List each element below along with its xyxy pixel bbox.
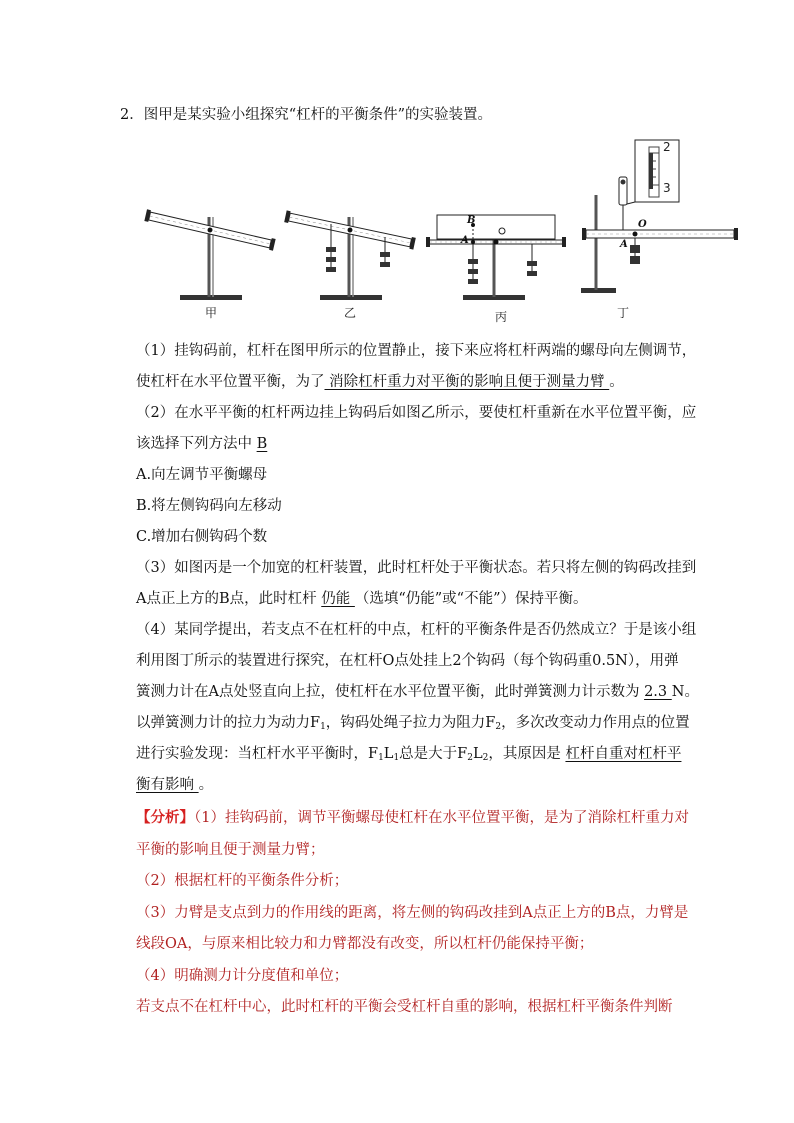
sub-1: 1 [320, 722, 326, 732]
q4-f2-text: ，钩码处绳子拉力为阻力F [325, 715, 496, 731]
setup-yi [284, 210, 416, 300]
q4-l5-b: L [383, 746, 394, 762]
q1-end: 。 [609, 374, 624, 390]
analysis-line5: 线段OA，与原来相比较力和力臂都没有改变，所以杠杆仍能保持平衡； [136, 936, 594, 952]
q4-text: 簧测力计在A点处竖直向上拉，使杠杆在水平位置平衡，此时弹簧测力计示数为 [136, 684, 640, 700]
lever-experiment-figure [130, 135, 740, 335]
q2-text: 该选择下列方法中 [136, 436, 252, 452]
caption-ding: 丁 [617, 306, 630, 320]
q4-answer-reason: 杠杆自重对杠杆平 [565, 746, 682, 762]
q4-line6 [136, 775, 213, 795]
q4-line4 [136, 713, 690, 733]
setup-ding [581, 140, 738, 293]
q1-line1: （1）挂钩码前，杠杆在图甲所示的位置静止，接下来应将杠杆两端的螺母向左侧调节， [136, 343, 697, 359]
q4-l5-d: L [472, 746, 483, 762]
point-b-label: B [467, 215, 476, 226]
sub-2: 2 [467, 753, 473, 763]
analysis-line7: 若支点不在杠杆中心，此时杠杆的平衡会受杠杆自重的影响，根据杠杆平衡条件判断 [136, 999, 673, 1015]
q4-unit: N。 [671, 684, 699, 700]
q4-line4-end: ，多次改变动力作用点的位置 [501, 715, 690, 731]
q4-l5-a: 进行实验发现：当杠杆水平平衡时，F [136, 746, 379, 762]
question-intro: 2．图甲是某实验小组探究“杠杆的平衡条件”的实验装置。 [120, 107, 493, 123]
caption-jia: 甲 [205, 306, 218, 320]
analysis-line2: 平衡的影响且便于测量力臂； [136, 842, 325, 858]
setup-bing [426, 215, 566, 300]
analysis-line6: （4）明确测力计分度值和单位； [136, 968, 349, 984]
q3-line2 [136, 589, 588, 609]
caption-bing: 丙 [495, 310, 508, 324]
q2-line1: （2）在水平平衡的杠杆两边挂上钩码后如图乙所示，要使杠杆重新在水平位置平衡，应 [136, 405, 697, 421]
q4-f1-text: 以弹簧测力计的拉力为动力F [136, 715, 321, 731]
q3-answer: 仍能 [321, 591, 355, 607]
option-c: C.增加右侧钩码个数 [136, 529, 268, 545]
q4-l5-e: ，其原因是 [488, 746, 561, 762]
analysis-1a: （1）挂钩码前，调节平衡螺母使杠杆在水平位置平衡，是为了消除杠杆重力对 [194, 810, 689, 826]
q1-answer: 消除杠杆重力对平衡的影响且便于测量力臂 [324, 374, 610, 390]
q4-line5 [136, 744, 681, 764]
q1-text: 使杠杆在水平位置平衡，为了 [136, 374, 325, 390]
q4-answer-reason-cont: 衡有影响 [136, 777, 199, 793]
q4-end: 。 [198, 777, 214, 793]
sub-1: 1 [378, 753, 384, 763]
option-b: B.将左侧钩码向左移动 [136, 498, 282, 514]
q1-line2 [136, 372, 624, 392]
q3-line1: （3）如图丙是一个加宽的杠杆装置，此时杠杆处于平衡状态。若只将左侧的钩码改挂到 [136, 560, 697, 576]
point-a-label: A [461, 235, 469, 246]
q4-line3 [136, 682, 699, 702]
sub-1: 1 [393, 753, 400, 763]
sub-2: 2 [495, 722, 502, 732]
q2-line2 [136, 434, 267, 454]
q2-answer: B [256, 436, 268, 452]
q4-line1: （4）某同学提出，若支点不在杠杆的中点，杠杆的平衡条件是否仍然成立？于是该小组 [136, 622, 697, 638]
analysis-line1 [136, 808, 689, 828]
analysis-line3: （2）根据杠杆的平衡条件分析； [136, 873, 349, 889]
setup-jia [144, 209, 275, 300]
q3-text: A点正上方的B点，此时杠杆 [136, 591, 317, 607]
scale-label-2: 2 [663, 140, 671, 154]
point-a-label-ding: A [620, 239, 628, 250]
q3-end: （选填“仍能”或“不能”）保持平衡。 [354, 591, 588, 607]
sub-2: 2 [482, 753, 489, 763]
point-o-label: O [638, 219, 647, 230]
q4-l5-c: 总是大于F [399, 746, 468, 762]
option-a: A.向左调节平衡螺母 [136, 467, 268, 483]
q4-line2: 利用图丁所示的装置进行探究，在杠杆O点处挂上2个钩码（每个钩码重0.5N），用弹 [136, 653, 679, 669]
analysis-tag: 【分析】 [136, 809, 194, 826]
analysis-line4: （3）力臂是支点到力的作用线的距离，将左侧的钩码改挂到A点正上方的B点，力臂是 [136, 905, 689, 921]
q4-answer-reading: 2.3 [644, 684, 672, 700]
caption-yi: 乙 [344, 306, 357, 320]
scale-label-3: 3 [663, 181, 671, 195]
